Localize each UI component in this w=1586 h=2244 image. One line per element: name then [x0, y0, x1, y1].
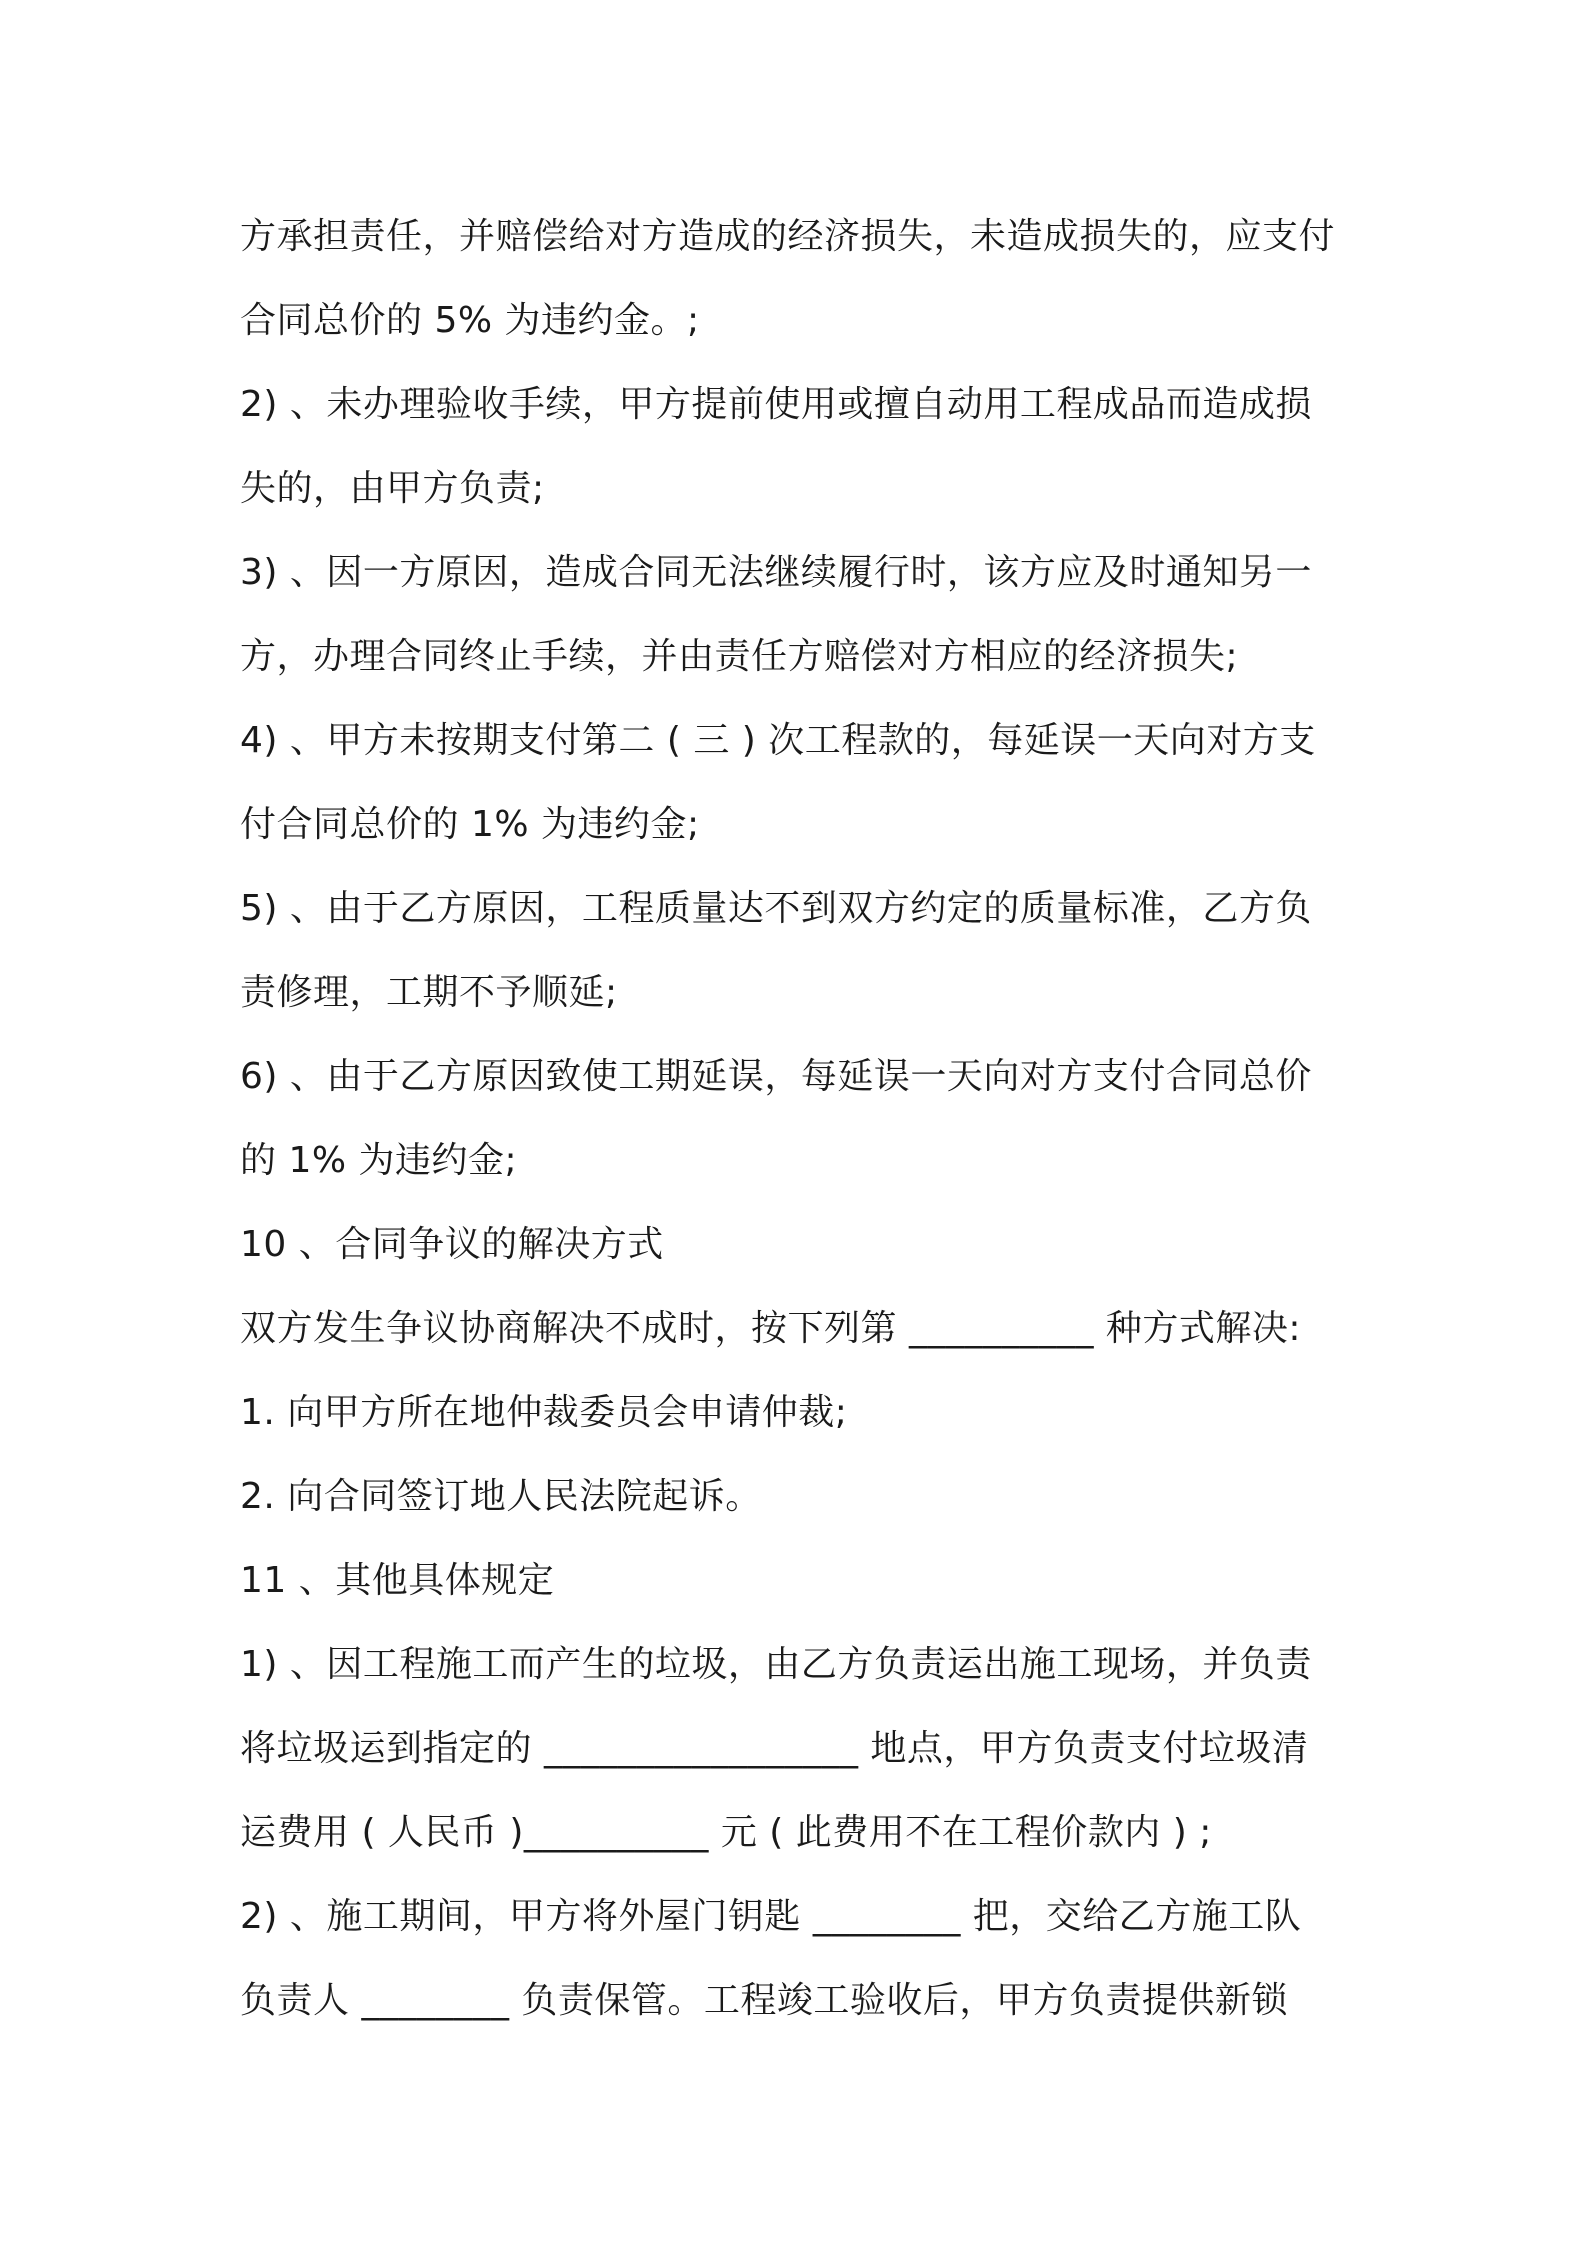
text-line: 付合同总价的 1% 为违约金;: [240, 804, 700, 845]
text-line: 责修理，工期不予顺延;: [240, 972, 618, 1013]
text-line: 2) 、施工期间，甲方将外屋门钥匙 ________ 把，交给乙方施工队: [240, 1896, 1302, 1937]
section-heading: 11 、其他具体规定: [240, 1560, 555, 1601]
text-line: 合同总价的 5% 为违约金。;: [240, 300, 700, 341]
text-line: 运费用 ( 人民币 )__________ 元 ( 此费用不在工程价款内 ) ;: [240, 1812, 1212, 1853]
text-line: 将垃圾运到指定的 _________________ 地点，甲方负责支付垃圾清: [240, 1728, 1309, 1769]
text-line: 双方发生争议协商解决不成时，按下列第 __________ 种方式解决:: [240, 1308, 1302, 1349]
text-line: 3) 、因一方原因，造成合同无法继续履行时，该方应及时通知另一: [240, 552, 1312, 593]
text-line: 2. 向合同签订地人民法院起诉。: [240, 1476, 762, 1517]
document-body: [240, 195, 1380, 2043]
text-line: 1. 向甲方所在地仲裁委员会申请仲裁;: [240, 1392, 848, 1433]
text-line: 1) 、因工程施工而产生的垃圾，由乙方负责运出施工现场，并负责: [240, 1644, 1312, 1685]
text-line: 负责人 ________ 负责保管。工程竣工验收后，甲方负责提供新锁: [240, 1980, 1288, 2021]
text-line: 的 1% 为违约金;: [240, 1140, 518, 1181]
section-heading: 10 、合同争议的解决方式: [240, 1224, 664, 1265]
text-line: 4) 、甲方未按期支付第二 ( 三 ) 次工程款的，每延误一天向对方支: [240, 720, 1316, 761]
text-line: 方承担责任，并赔偿给对方造成的经济损失，未造成损失的，应支付: [240, 216, 1336, 257]
text-line: 2) 、未办理验收手续，甲方提前使用或擅自动用工程成品而造成损: [240, 384, 1312, 425]
text-line: 方，办理合同终止手续，并由责任方赔偿对方相应的经济损失;: [240, 636, 1239, 677]
text-line: 5) 、由于乙方原因，工程质量达不到双方约定的质量标准，乙方负: [240, 888, 1312, 929]
text-line: 失的，由甲方负责;: [240, 468, 545, 509]
text-line: 6) 、由于乙方原因致使工期延误，每延误一天向对方支付合同总价: [240, 1056, 1312, 1097]
